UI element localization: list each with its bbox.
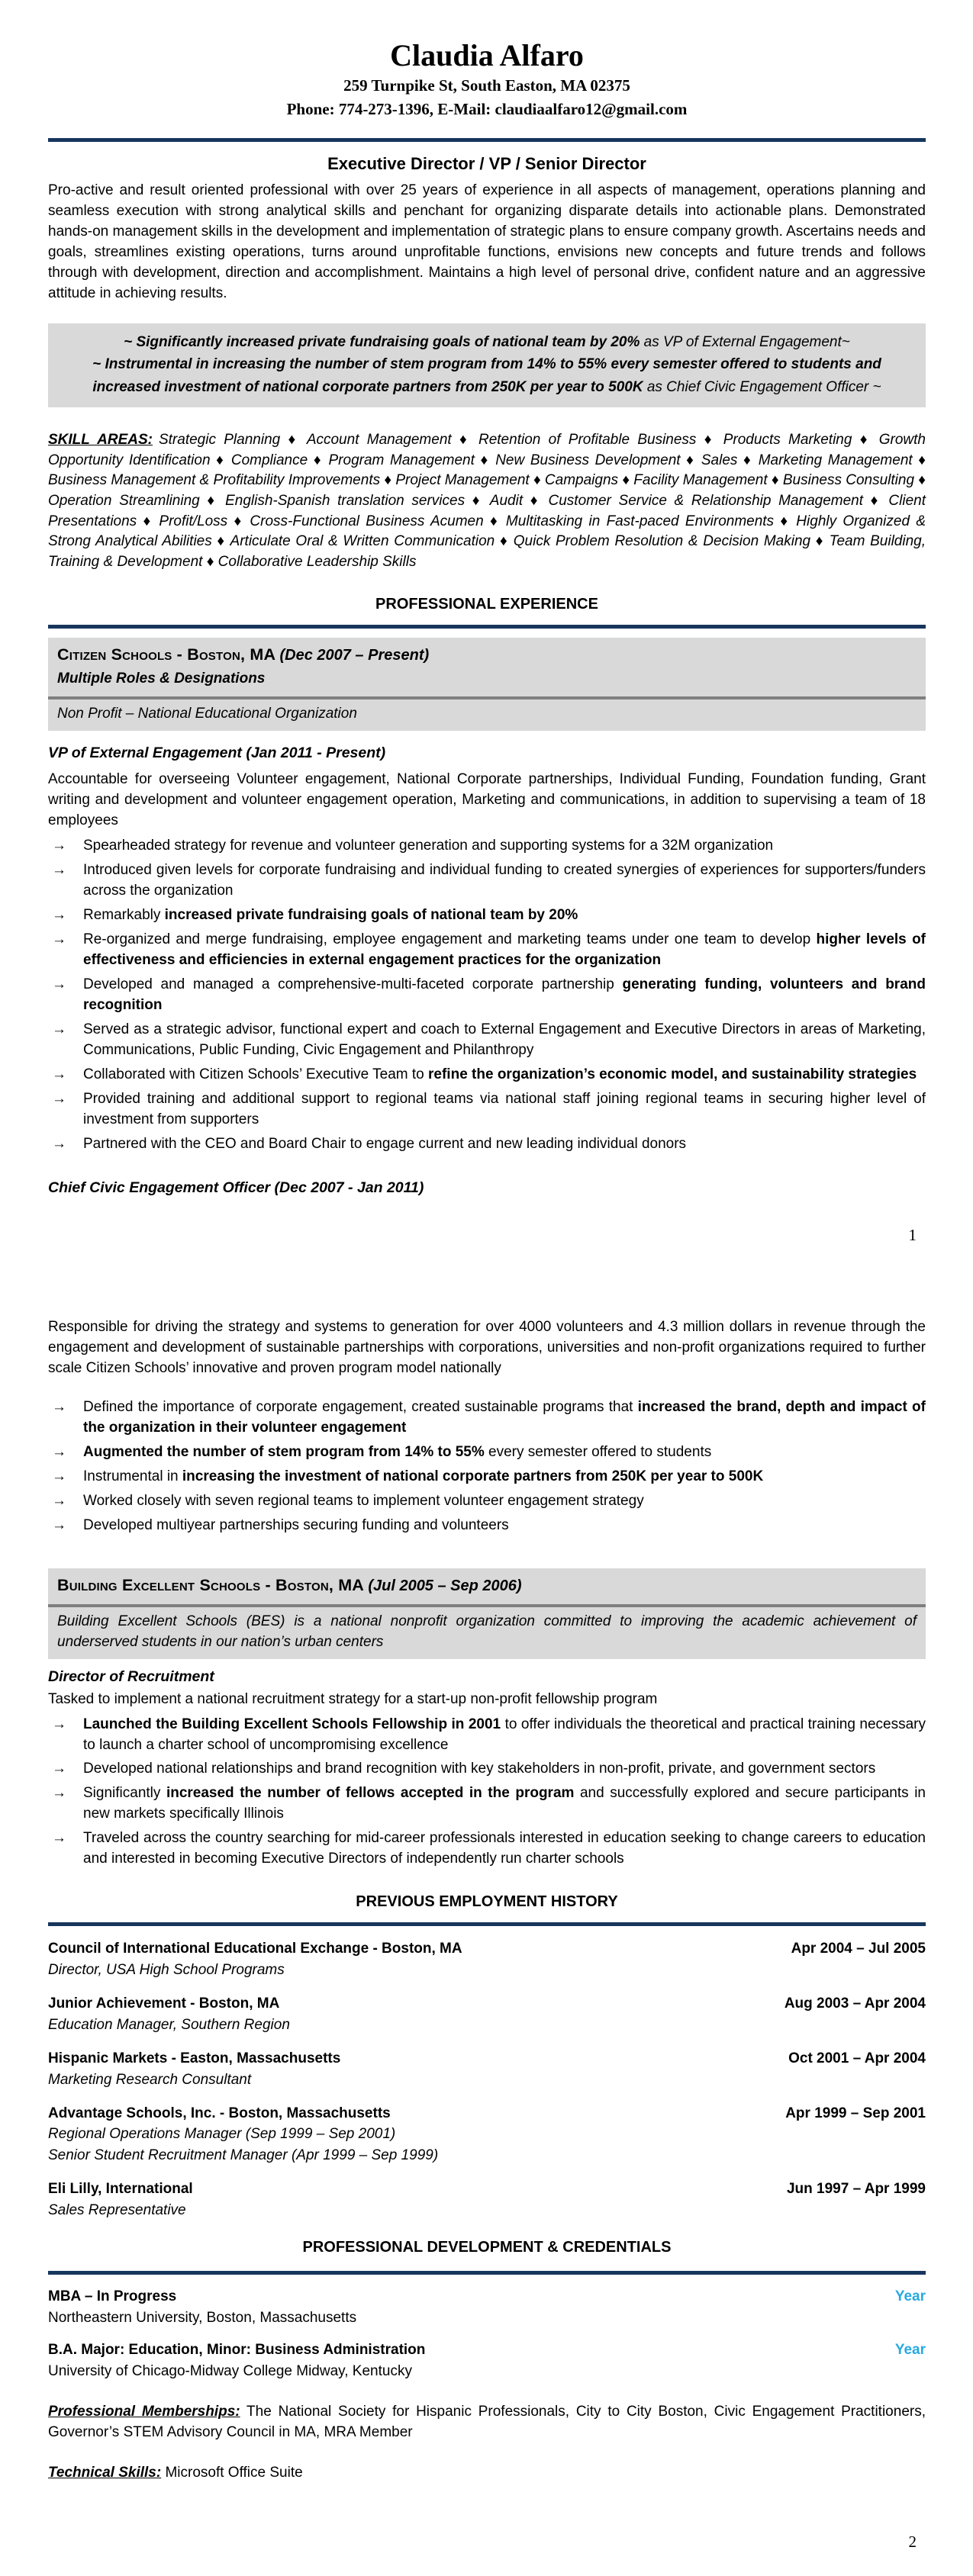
bullet-text: Partnered with the CEO and Board Chair to engage current and new leading individual donors <box>83 1135 687 1152</box>
vp-bullet-list <box>48 836 926 1155</box>
cco-bullet <box>48 1467 926 1487</box>
page-number-2: 2 <box>908 2532 917 2551</box>
arrow-bullet-icon: → <box>52 1135 66 1152</box>
bullet-text-bold: Augmented the number of stem program from 14% to 55% <box>83 1444 485 1461</box>
bullet-text: and successfully explored and secure participants in new markets specifically Illinois <box>83 1785 926 1822</box>
credentials-divider <box>48 2271 926 2275</box>
bes-header <box>48 1568 926 1659</box>
technical-skills-text: Microsoft Office Suite <box>161 2464 303 2481</box>
credential-degree: MBA – In Progress <box>48 2288 177 2304</box>
highlights-box <box>48 323 926 407</box>
employment-row <box>48 1994 926 2015</box>
experience-divider <box>48 625 926 629</box>
vp-bullet <box>48 1065 926 1085</box>
page-number-1: 1 <box>908 1226 917 1245</box>
employment-row <box>48 2104 926 2124</box>
bullet-text: every semester offered to students <box>484 1444 712 1461</box>
role-director-of-recruitment: Director of Recruitment <box>48 1667 214 1685</box>
employment-dates: Aug 2003 – Apr 2004 <box>784 1995 926 2012</box>
bullet-text-bold: increased private fundraising goals of national team by 20% <box>164 907 578 924</box>
arrow-bullet-icon: → <box>52 1493 66 1510</box>
credential-row <box>48 2287 926 2307</box>
professional-summary: Pro-active and result oriented professional with over 25 years of experience in all aspects of management, operations planning and seamless execution with strong analytical skills and penchant for organizing disparate details into actionable plans. Demonstrated hands-on management skills in the development and implementation of strategic plans to ensure company growth. Ascertains needs and goals, streamlines existing operations, turns around unprofitable functions, envisions new concepts and future trends and follows through with development, direction and accomplishment. Maintains a high level of personal drive, confident nature and an aggressive attitude in achieving results. <box>48 182 926 301</box>
arrow-bullet-icon: → <box>52 1830 66 1847</box>
technical-skills <box>48 2463 926 2484</box>
header-divider <box>48 138 926 142</box>
vp-bullet <box>48 1134 926 1155</box>
citizen-schools-title-block <box>48 638 926 699</box>
credential-year: Year <box>894 2341 926 2358</box>
highlight-1-strong: ~ Significantly increased private fundraising goals of national team by 20% <box>124 333 640 350</box>
employment-role: Education Manager, Southern Region <box>48 2016 290 2033</box>
bes-bullet <box>48 1759 926 1780</box>
bes-descriptor: Building Excellent Schools (BES) is a national nonprofit organization committed to improving the academic achievement of underserved students in our nation’s urban centers <box>57 1613 917 1650</box>
bullet-text-bold: increased the number of fellows accepted in the program <box>166 1785 575 1802</box>
highlight-1-regular: as VP of External Engagement~ <box>640 333 850 350</box>
arrow-bullet-icon: → <box>52 1021 66 1037</box>
vp-intro: Accountable for overseeing Volunteer engagement, National Corporate partnerships, Individual Funding, Foundation funding, Grant writing and development and volunteer engagement operation, Marketing and communications, in addition to supervising a team of 18 employees <box>48 771 926 829</box>
arrow-bullet-icon: → <box>52 1785 66 1802</box>
section-credentials: PROFESSIONAL DEVELOPMENT & CREDENTIALS <box>302 2239 672 2256</box>
arrow-bullet-icon: → <box>52 1716 66 1732</box>
employment-dates: Oct 2001 – Apr 2004 <box>788 2050 926 2066</box>
vp-bullet <box>48 930 926 971</box>
role-vp-external-engagement: VP of External Engagement (Jan 2011 - Present) <box>48 744 386 761</box>
employment-dates: Jun 1997 – Apr 1999 <box>786 2181 926 2198</box>
vp-bullet <box>48 975 926 1016</box>
recruitment-intro: Tasked to implement a national recruitment strategy for a start-up non-profit fellowship program <box>48 1690 658 1707</box>
bullet-text: Served as a strategic advisor, functional expert and coach to External Engagement and Executive Directors in areas of Marketing, Communications, Public Funding, Civic Engagement and Philanthropy <box>83 1021 926 1058</box>
vp-bullet <box>48 905 926 926</box>
bes-dates: (Jul 2005 – Sep 2006) <box>368 1577 522 1594</box>
arrow-bullet-icon: → <box>52 907 66 924</box>
bes-title-block <box>48 1568 926 1607</box>
bullet-text: Significantly <box>83 1785 166 1802</box>
arrow-bullet-icon: → <box>52 862 66 879</box>
bullet-text: Worked closely with seven regional teams to implement volunteer engagement strategy <box>83 1493 644 1510</box>
bes-bullet-list <box>48 1715 926 1870</box>
vp-bullet <box>48 860 926 902</box>
employment-row <box>48 1939 926 1960</box>
citizen-schools-header <box>48 638 926 731</box>
memberships-text: The National Society for Hispanic Professionals, City to City Boston, Civic Engagement Practitioners, Governor’s STEM Advisory Council in MA, MRA Member <box>48 2403 926 2440</box>
employment-company: Eli Lilly, International <box>48 2181 193 2198</box>
cco-intro: Responsible for driving the strategy and systems to generation for over 4000 volunteers and 4.3 million dollars in revenue through the engagement and development of sustainable partnerships with corporations, universities and non-profit organizations required to further scale Citizen Schools’ innovative and proven program model nationally <box>48 1319 926 1377</box>
highlight-2-regular: as Chief Civic Engagement Officer ~ <box>643 378 881 395</box>
candidate-address: 259 Turnpike St, South Easton, MA 02375 <box>343 76 630 95</box>
skill-areas-label: SKILL AREAS: <box>48 432 153 449</box>
bullet-text-bold: generating funding, volunteers and brand recognition <box>83 976 926 1013</box>
bullet-text: Remarkably <box>83 907 165 924</box>
section-previous-employment: PREVIOUS EMPLOYMENT HISTORY <box>356 1893 618 1911</box>
arrow-bullet-icon: → <box>52 1517 66 1533</box>
arrow-bullet-icon: → <box>52 1066 66 1082</box>
vp-bullet <box>48 1089 926 1130</box>
arrow-bullet-icon: → <box>52 1444 66 1461</box>
skill-areas <box>48 430 926 572</box>
employment-company: Council of International Educational Exchange - Boston, MA <box>48 1940 462 1957</box>
arrow-bullet-icon: → <box>52 838 66 854</box>
bullet-text: to offer individuals the theoretical and practical training necessary to launch a charter school of uncompromising excellence <box>83 1716 926 1753</box>
bullet-text-bold: increased the brand, depth and impact of the organization in their volunteer engagement <box>83 1399 926 1436</box>
bullet-text: Collaborated with Citizen Schools’ Executive Team to <box>83 1066 429 1082</box>
previous-employment-divider <box>48 1922 926 1926</box>
bullet-text-bold: refine the organization’s economic model, and sustainability strategies <box>428 1066 917 1082</box>
bullet-text: Defined the importance of corporate engagement, created sustainable programs that <box>83 1399 638 1416</box>
candidate-name: Claudia Alfaro <box>390 38 584 72</box>
section-professional-experience: PROFESSIONAL EXPERIENCE <box>375 596 598 613</box>
bullet-text: Developed national relationships and brand recognition with key stakeholders in non-profit, private, and government sectors <box>83 1761 876 1777</box>
arrow-bullet-icon: → <box>52 976 66 992</box>
bes-bullet <box>48 1783 926 1825</box>
employment-role: Senior Student Recruitment Manager (Apr 1999 – Sep 1999) <box>48 2147 439 2164</box>
employment-role: Marketing Research Consultant <box>48 2071 252 2088</box>
bes-bullet <box>48 1715 926 1756</box>
bullet-text: Developed and managed a comprehensive-multi-faceted corporate partnership <box>83 976 623 992</box>
citizen-schools-company: Citizen Schools - Boston, MA <box>57 645 276 664</box>
citizen-schools-subtitle: Multiple Roles & Designations <box>57 670 266 687</box>
bullet-text: Developed multiyear partnerships securing funding and volunteers <box>83 1517 509 1533</box>
arrow-bullet-icon: → <box>52 1399 66 1416</box>
cco-bullet <box>48 1397 926 1439</box>
bullet-text: Provided training and additional support to regional teams via national staff joining regional teams in securing higher level of investment from supporters <box>83 1090 926 1127</box>
employment-dates: Apr 1999 – Sep 2001 <box>785 2105 926 2121</box>
cco-bullet <box>48 1442 926 1463</box>
credential-row <box>48 2340 926 2361</box>
arrow-bullet-icon: → <box>52 1090 66 1107</box>
citizen-schools-descriptor: Non Profit – National Educational Organization <box>57 705 357 722</box>
highlight-2-strong: ~ Instrumental in increasing the number of stem program from 14% to 55% every semester offered to students and increased investment of national corporate partners from 250K per year to 500K <box>92 356 881 395</box>
bullet-text: Re-organized and merge fundraising, employee engagement and marketing teams under one team to develop <box>83 931 817 948</box>
bes-company: Building Excellent Schools - Boston, MA <box>57 1575 365 1594</box>
employment-role: Director, USA High School Programs <box>48 1961 285 1978</box>
employment-row <box>48 2049 926 2069</box>
spacer <box>48 1384 926 1393</box>
employment-role: Regional Operations Manager (Sep 1999 – Sep 2001) <box>48 2126 396 2143</box>
employment-role: Sales Representative <box>48 2202 186 2219</box>
employment-dates: Apr 2004 – Jul 2005 <box>791 1940 926 1957</box>
memberships-label: Professional Memberships: <box>48 2403 240 2420</box>
credential-degree: B.A. Major: Education, Minor: Business Administration <box>48 2341 426 2358</box>
candidate-contact: Phone: 774-273-1396, E-Mail: claudiaalfaro12@gmail.com <box>286 100 688 119</box>
arrow-bullet-icon: → <box>52 1468 66 1485</box>
employment-company: Hispanic Markets - Easton, Massachusetts <box>48 2050 341 2066</box>
bullet-text: Traveled across the country searching for mid-career professionals interested in education seeking to change careers to education and interested in becoming Executive Directors of independently run charter schools <box>83 1830 926 1867</box>
bullet-text: Spearheaded strategy for revenue and volunteer generation and supporting systems for a 32M organization <box>83 838 774 854</box>
skill-areas-list: Strategic Planning ♦ Account Management ♦ Retention of Profitable Business ♦ Products Marketing ♦ Growth Opportunity Identification ♦ Compliance ♦ Program Management ♦ New Business Development ♦ Sales ♦ Marketing Management ♦ Business Management & Profitability Improvements ♦ Project Management ♦ Campaigns ♦ Facility Management ♦ Business Consulting ♦ Operation Streamlining ♦ English-Spanish translation services ♦ Audit ♦ Customer Service & Relationship Management ♦ Client Presentations ♦ Profit/Loss ♦ Cross-Functional Business Acumen ♦ Multitasking in Fast-paced Environments ♦ Highly Organized & Strong Analytical Abilities ♦ Articulate Oral & Written Communication ♦ Quick Problem Resolution & Decision Making ♦ Team Building, Training & Development ♦ Collaborative Leadership Skills <box>48 432 926 570</box>
bullet-text: Introduced given levels for corporate fundraising and individual funding to created synergies of experiences for supporters/funders across the organization <box>83 862 926 899</box>
page-break-gap <box>48 1247 926 1317</box>
citizen-schools-dates: (Dec 2007 – Present) <box>279 646 430 664</box>
bullet-text-bold: Launched the Building Excellent Schools Fellowship in 2001 <box>83 1716 501 1732</box>
bes-bullet <box>48 1828 926 1870</box>
technical-skills-label: Technical Skills: <box>48 2464 162 2481</box>
bullet-text-bold: higher levels of effectiveness and efficiencies in external engagement practices for the organization <box>83 931 926 969</box>
cco-bullet <box>48 1516 926 1536</box>
credential-year: Year <box>894 2288 926 2304</box>
arrow-bullet-icon: → <box>52 931 66 948</box>
bullet-text: Instrumental in <box>83 1468 182 1485</box>
credential-school: Northeastern University, Boston, Massachusetts <box>48 2309 357 2326</box>
vp-bullet <box>48 1020 926 1061</box>
arrow-bullet-icon: → <box>52 1761 66 1777</box>
vp-bullet <box>48 836 926 857</box>
employment-company: Advantage Schools, Inc. - Boston, Massachusetts <box>48 2105 391 2121</box>
credential-school: University of Chicago-Midway College Midway, Kentucky <box>48 2362 412 2379</box>
employment-row <box>48 2179 926 2200</box>
professional-memberships <box>48 2402 926 2443</box>
cco-bullet <box>48 1491 926 1512</box>
employment-company: Junior Achievement - Boston, MA <box>48 1995 280 2012</box>
role-chief-civic-engagement: Chief Civic Engagement Officer (Dec 2007 - Jan 2011) <box>48 1179 424 1196</box>
cco-bullet-list <box>48 1397 926 1536</box>
bullet-text-bold: increasing the investment of national corporate partners from 250K per year to 500K <box>182 1468 764 1485</box>
document-title: Executive Director / VP / Senior Director <box>327 153 646 173</box>
